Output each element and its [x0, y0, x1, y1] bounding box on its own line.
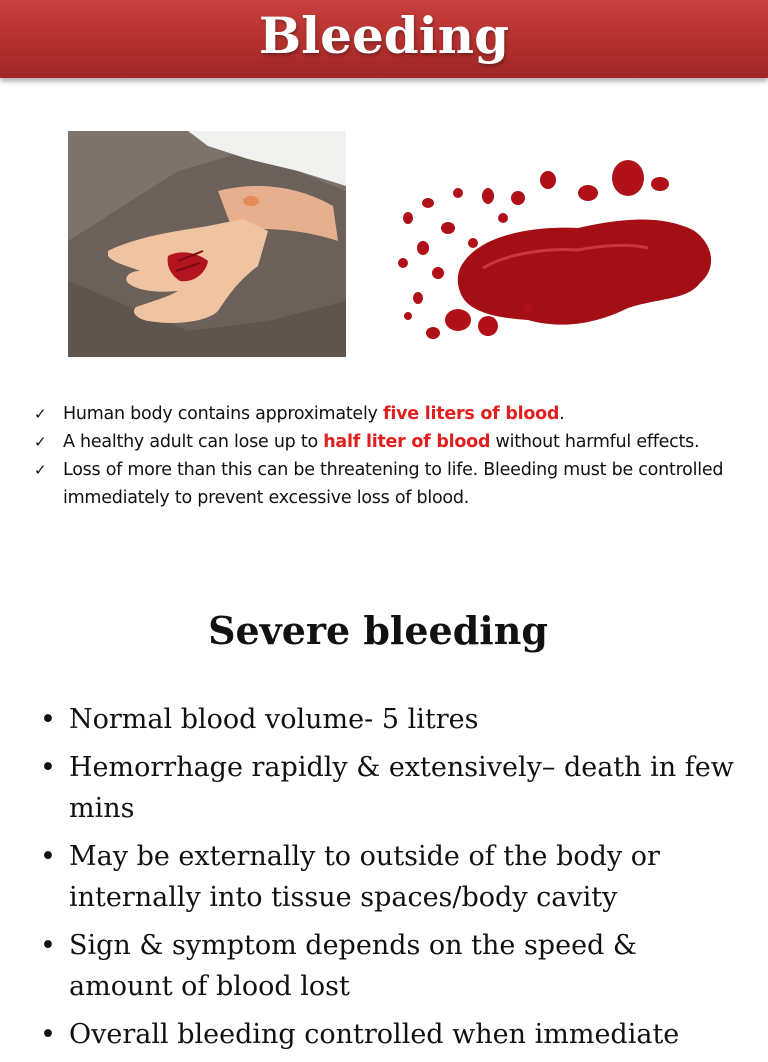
- bullet-icon: •: [40, 1019, 56, 1050]
- fact-text: Loss of more than this can be threatening to life. Bleeding must be controlled immediately to prevent excessive loss of blood.: [63, 460, 724, 508]
- fact-text: A healthy adult can lose up to: [63, 432, 324, 452]
- bullet-icon: •: [40, 704, 56, 735]
- list-item: [40, 925, 740, 1007]
- fact-text-end: .: [559, 404, 565, 424]
- list-item: [40, 1014, 740, 1055]
- bullet-icon: •: [40, 841, 56, 872]
- section-heading: Severe bleeding: [208, 608, 548, 653]
- list-item: [40, 747, 740, 829]
- title-banner: [0, 0, 768, 78]
- bleeding-hand-photo: [68, 131, 346, 357]
- bullet-text: Hemorrhage rapidly & extensively– death in few mins: [69, 752, 734, 824]
- fact-text-end: without harmful effects.: [490, 432, 700, 452]
- page-title: Bleeding: [258, 6, 510, 65]
- bullet-icon: •: [40, 930, 56, 961]
- list-item: [34, 428, 744, 456]
- list-item: [34, 456, 744, 512]
- checkmark-icon: ✓: [34, 405, 47, 423]
- bullet-list: [40, 699, 740, 1062]
- fact-highlight: half liter of blood: [323, 432, 491, 452]
- bullet-text: Normal blood volume- 5 litres: [69, 704, 479, 735]
- bullet-text: Sign & symptom depends on the speed & amount of blood lost: [69, 930, 637, 1002]
- list-item: [40, 699, 740, 740]
- fact-checklist: [34, 400, 744, 512]
- blood-puddle-photo: [388, 148, 718, 353]
- checkmark-icon: ✓: [34, 461, 47, 479]
- list-item: [40, 836, 740, 918]
- checkmark-icon: ✓: [34, 433, 47, 451]
- bullet-icon: •: [40, 752, 56, 783]
- fact-text: Human body contains approximately: [63, 404, 383, 424]
- fact-highlight: five liters of blood: [382, 404, 560, 424]
- bullet-text: Overall bleeding controlled when immediate: [69, 1019, 680, 1050]
- list-item: [34, 400, 744, 428]
- bullet-text: May be externally to outside of the body or internally into tissue spaces/body cavity: [69, 841, 660, 913]
